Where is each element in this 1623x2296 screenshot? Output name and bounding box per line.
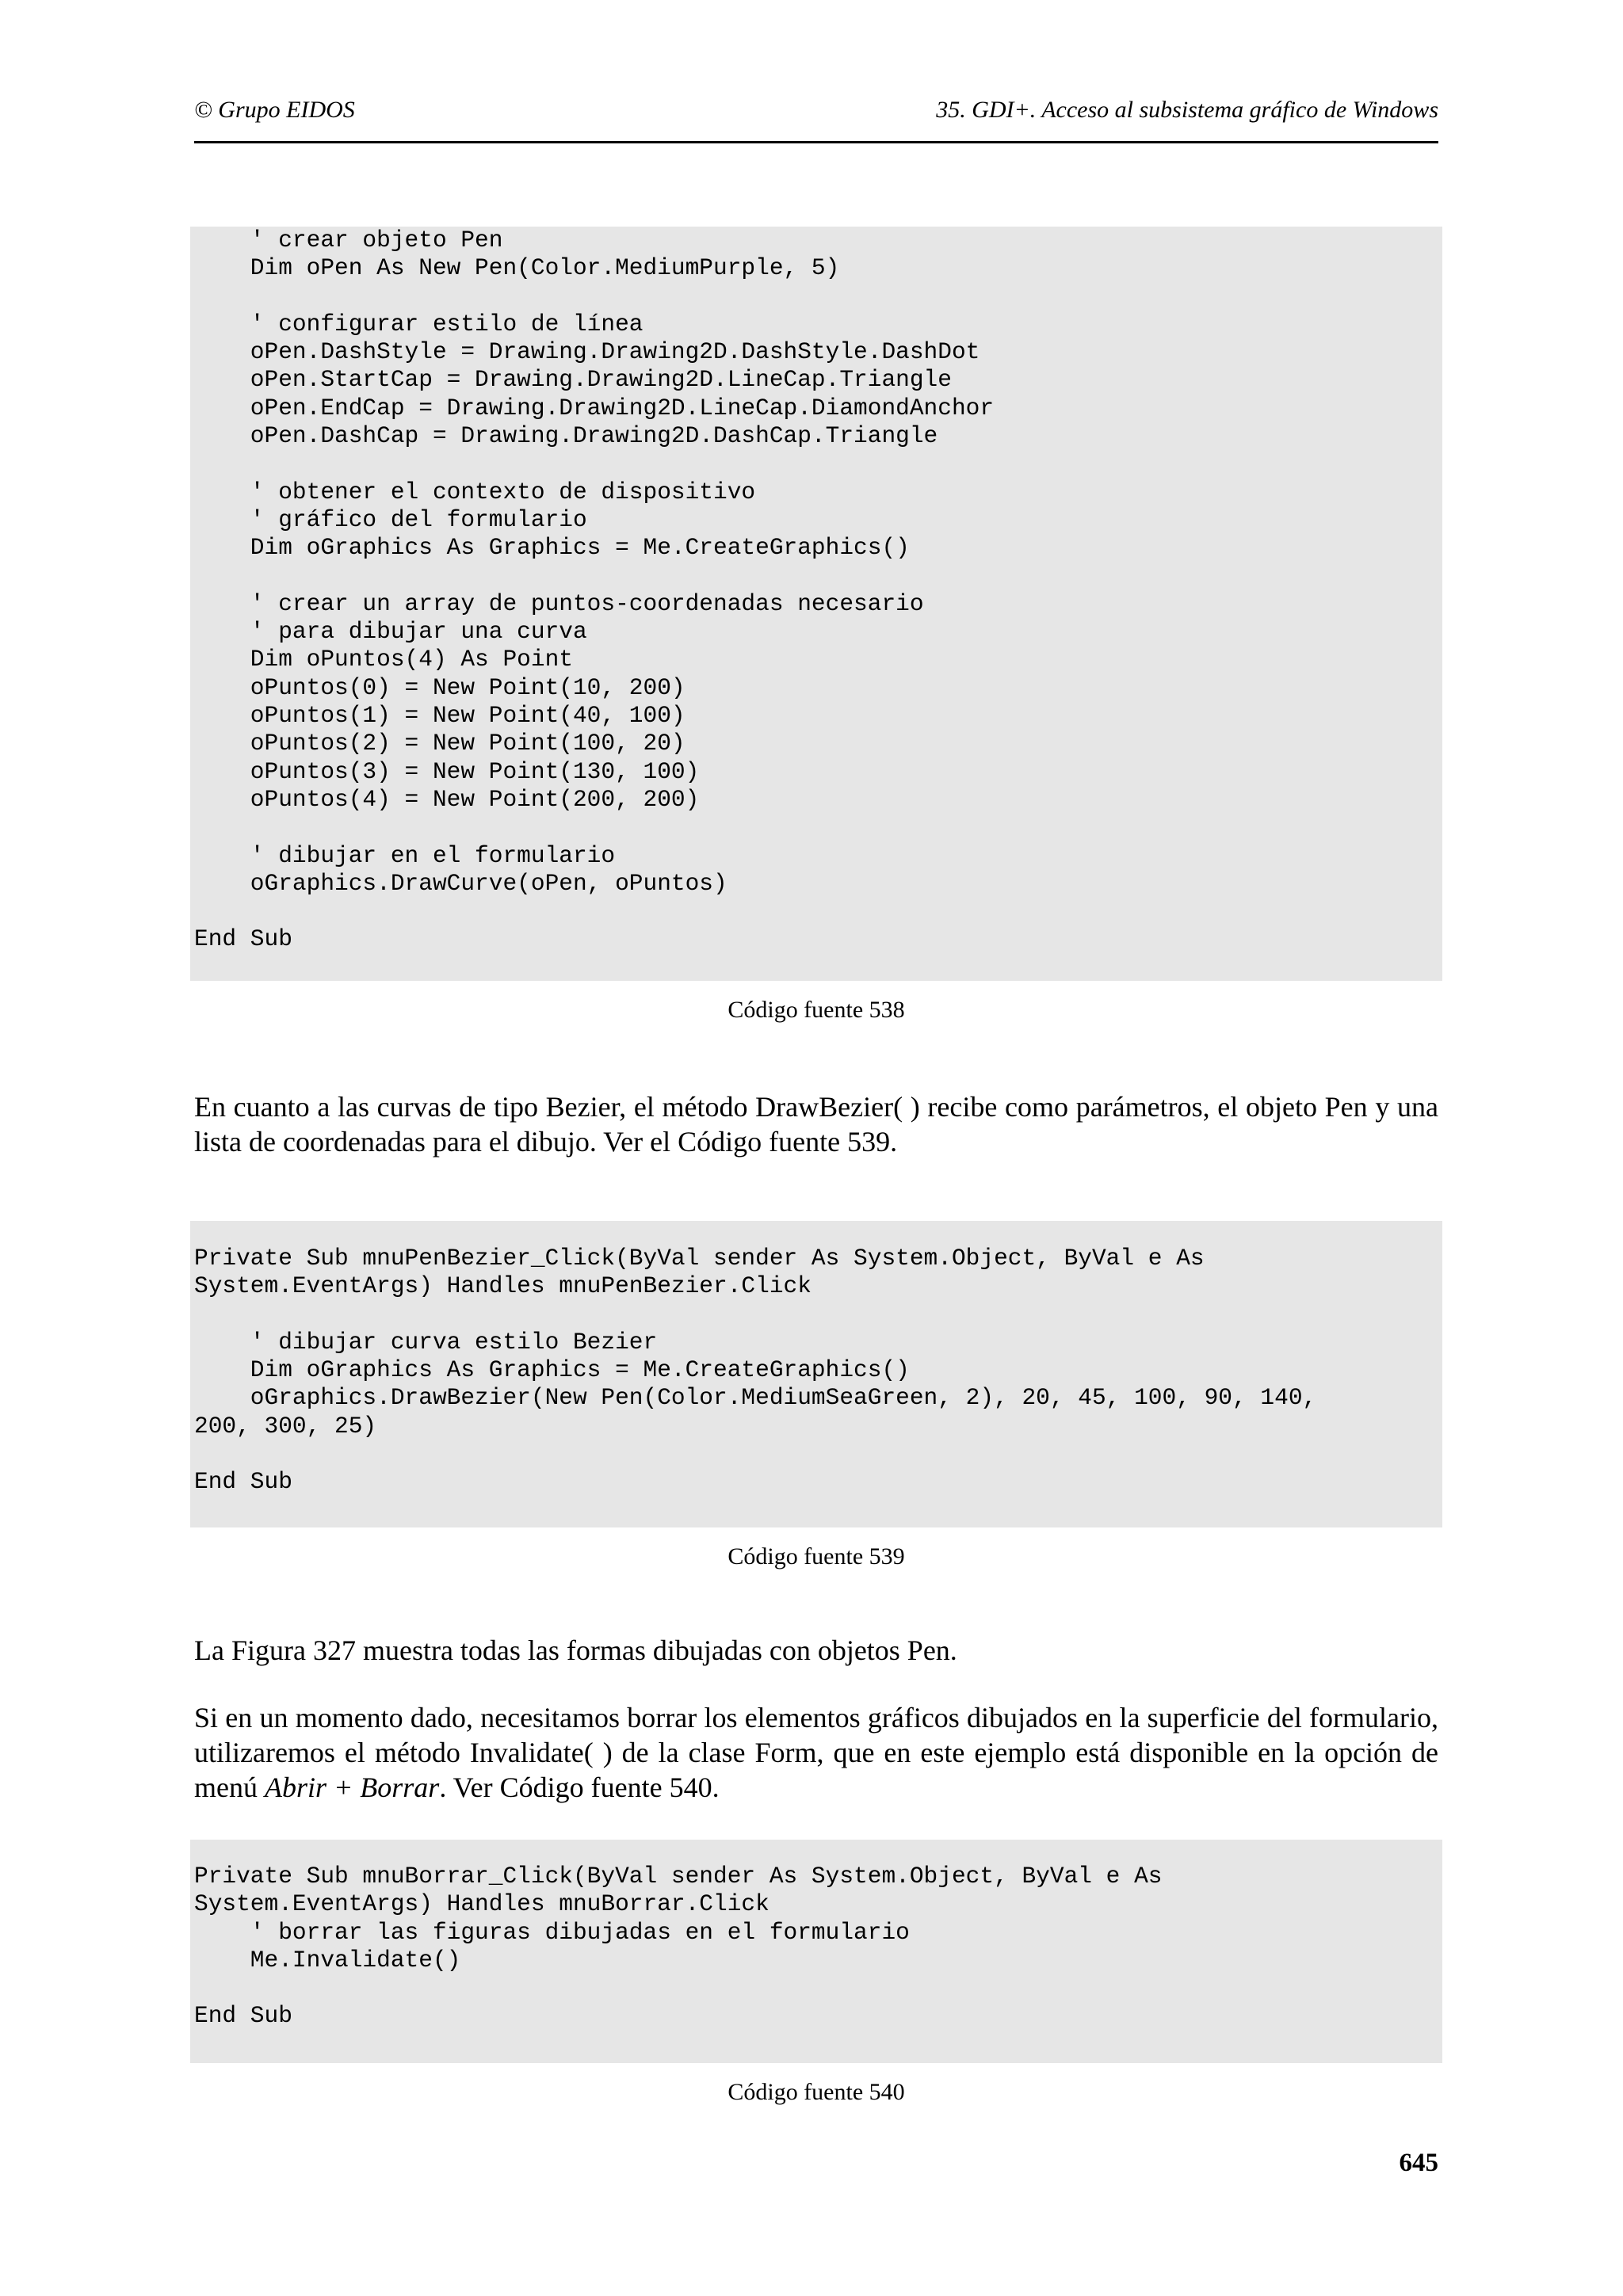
code-line: Private Sub mnuBorrar_Click(ByVal sender As System.Object, ByVal e As bbox=[194, 1863, 1163, 1890]
code-line: ' gráfico del formulario bbox=[194, 505, 587, 533]
code-line: ' borrar las figuras dibujadas en el formulario bbox=[194, 1918, 910, 1946]
code-line bbox=[194, 814, 1442, 841]
code-line bbox=[194, 1974, 1442, 2002]
code-line: oPen.DashCap = Drawing.Drawing2D.DashCap.Triangle bbox=[194, 422, 938, 450]
code-block-539 bbox=[190, 1221, 1442, 1527]
code-line: 200, 300, 25) bbox=[194, 1412, 377, 1440]
code-line: ' crear un array de puntos-coordenadas necesario bbox=[194, 589, 924, 617]
code-line: ' dibujar en el formulario bbox=[194, 841, 616, 869]
code-line: System.EventArgs) Handles mnuPenBezier.Click bbox=[194, 1272, 812, 1300]
code-line: Dim oPuntos(4) As Point bbox=[194, 646, 573, 673]
code-line bbox=[194, 898, 1442, 925]
code-line: Me.Invalidate() bbox=[194, 1946, 461, 1974]
code-line bbox=[194, 450, 1442, 478]
code-line: End Sub bbox=[194, 925, 292, 953]
code-line: oPen.StartCap = Drawing.Drawing2D.LineCap.Triangle bbox=[194, 366, 952, 394]
paragraph-invalidate-tail: . Ver Código fuente 540. bbox=[439, 1772, 720, 1803]
caption-538: Código fuente 538 bbox=[727, 997, 905, 1023]
code-block-540 bbox=[190, 1840, 1442, 2063]
code-line: oPuntos(2) = New Point(100, 20) bbox=[194, 730, 685, 757]
code-line: ' obtener el contexto de dispositivo bbox=[194, 478, 756, 505]
paragraph-invalidate-text: Si en un momento dado, necesitamos borrar los elementos gráficos dibujados en la superficie del formulario, utilizaremos el método Invalidate( ) de la clase Form, que en este ejemplo está disponible en la opción de menú bbox=[194, 1702, 1438, 1803]
code-line: ' configurar estilo de línea bbox=[194, 310, 643, 338]
code-line: ' para dibujar una curva bbox=[194, 618, 587, 646]
code-block-538 bbox=[190, 227, 1442, 981]
code-line bbox=[194, 1301, 1442, 1329]
code-line: Private Sub mnuPenBezier_Click(ByVal sender As System.Object, ByVal e As bbox=[194, 1245, 1205, 1272]
header-publisher: © Grupo EIDOS bbox=[194, 97, 355, 123]
code-line: oPuntos(0) = New Point(10, 200) bbox=[194, 673, 685, 701]
code-line: Dim oGraphics As Graphics = Me.CreateGraphics() bbox=[194, 1356, 910, 1384]
menu-path: Abrir + Borrar bbox=[264, 1772, 440, 1803]
code-line: Dim oPen As New Pen(Color.MediumPurple, 5) bbox=[194, 254, 840, 282]
code-line: oPuntos(3) = New Point(130, 100) bbox=[194, 757, 700, 785]
code-line: End Sub bbox=[194, 2002, 292, 2030]
code-line bbox=[194, 563, 1442, 590]
paragraph-invalidate bbox=[194, 1700, 1438, 1805]
code-line: End Sub bbox=[194, 1468, 292, 1496]
code-line: ' crear objeto Pen bbox=[194, 227, 503, 254]
page-header bbox=[194, 95, 1438, 143]
caption-540: Código fuente 540 bbox=[727, 2079, 905, 2105]
code-line: oPen.DashStyle = Drawing.Drawing2D.DashStyle.DashDot bbox=[194, 338, 980, 366]
code-line bbox=[194, 283, 1442, 311]
paragraph-figure-reference: La Figura 327 muestra todas las formas dibujadas con objetos Pen. bbox=[194, 1634, 957, 1666]
code-line: System.EventArgs) Handles mnuBorrar.Click bbox=[194, 1890, 769, 1918]
code-line: oPuntos(4) = New Point(200, 200) bbox=[194, 785, 700, 813]
code-line: oPuntos(1) = New Point(40, 100) bbox=[194, 702, 685, 730]
code-line: oPen.EndCap = Drawing.Drawing2D.LineCap.DiamondAnchor bbox=[194, 394, 995, 421]
code-line: oGraphics.DrawCurve(oPen, oPuntos) bbox=[194, 869, 727, 897]
code-line: oGraphics.DrawBezier(New Pen(Color.MediumSeaGreen, 2), 20, 45, 100, 90, 140, bbox=[194, 1384, 1317, 1412]
header-chapter-title: 35. GDI+. Acceso al subsistema gráfico de Windows bbox=[936, 97, 1438, 123]
code-line: ' dibujar curva estilo Bezier bbox=[194, 1328, 658, 1356]
caption-539: Código fuente 539 bbox=[727, 1543, 905, 1569]
code-line bbox=[194, 1440, 1442, 1468]
page-number: 645 bbox=[1399, 2149, 1438, 2177]
code-line: Dim oGraphics As Graphics = Me.CreateGraphics() bbox=[194, 534, 910, 562]
paragraph-bezier: En cuanto a las curvas de tipo Bezier, el método DrawBezier( ) recibe como parámetros, el objeto Pen y una lista de coordenadas para el dibujo. Ver el Código fuente 539. bbox=[194, 1091, 1438, 1158]
